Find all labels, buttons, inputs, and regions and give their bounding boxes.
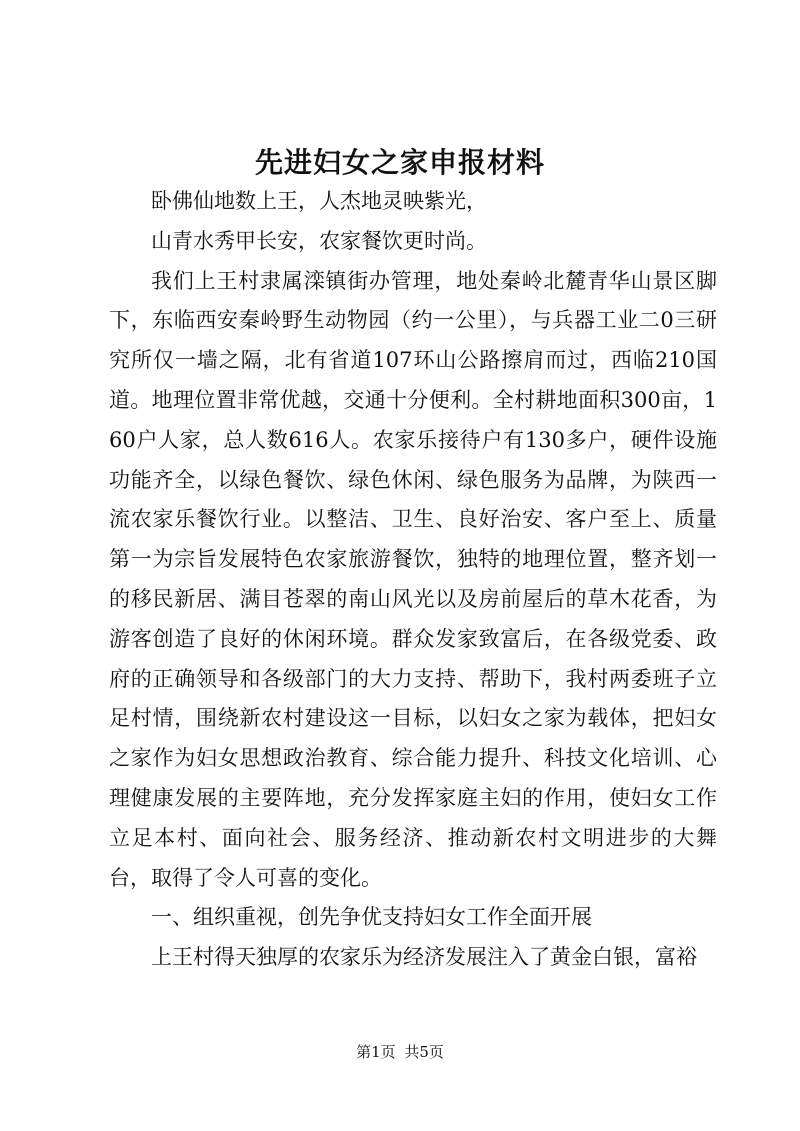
page-number: 第1页: [356, 1043, 396, 1061]
section-paragraph-1: 上王村得天独厚的农家乐为经济发展注入了黄金白银，富裕: [151, 945, 697, 970]
document-body: [109, 182, 717, 978]
poem-line-2: 山青水秀甲长安，农家餐饮更时尚。: [151, 228, 487, 253]
poem-line-1: 卧佛仙地数上王，人杰地灵映紫光，: [151, 189, 487, 213]
section-heading-1: 一、组织重视，创先争优支持妇女工作全面开展: [151, 905, 592, 930]
document-title: 先进妇女之家申报材料: [254, 146, 545, 179]
page-footer: [0, 1040, 800, 1064]
total-pages: 共5页: [404, 1043, 444, 1061]
intro-paragraph: 我们上王村隶属滦镇街办管理，地处秦岭北麓青华山景区脚下，东临西安秦岭野生动物园（约一公里），与兵器工业二0三研究所仅一墙之隔，北有省道107环山公路擦肩而过，西临210国道。地理位置非常优越，交通十分便利。全村耕地面积300亩，160户人家，总人数616人。农家乐接待户有130多户，硬件设施功能齐全，以绿色餐饮、绿色休闲、绿色服务为品牌，为陕西一流农家乐餐饮行业。以整洁、卫生、良好治安、客户至上、质量第一为宗旨发展特色农家旅游餐饮，独特的地理位置，整齐划一的移民新居、满目苍翠的南山风光以及房前屋后的草木花香，为游客创造了良好的休闲环境。群众发家致富后，在各级党委、政府的正确领导和各级部门的大力支持、帮助下，我村两委班子立足村情，围绕新农村建设这一目标，以妇女之家为载体，把妇女之家作为妇女思想政治教育、综合能力提升、科技文化培训、心理健康发展的主要阵地，充分发挥家庭主妇的作用，使妇女工作立足本村、面向社会、服务经济、推动新农村文明进步的大舞台，取得了令人可喜的变化。: [109, 268, 717, 890]
